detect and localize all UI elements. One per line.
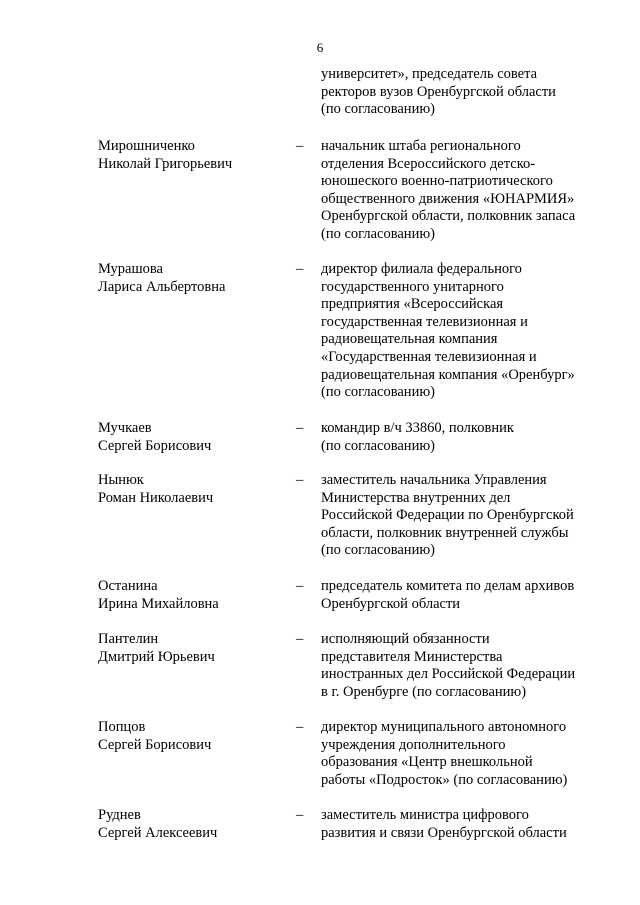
dash-separator: – bbox=[296, 578, 304, 594]
description-line: образования «Центр внешкольной bbox=[321, 754, 533, 771]
member-position bbox=[321, 578, 596, 613]
member-position bbox=[321, 138, 596, 244]
member-name bbox=[98, 719, 288, 754]
description-line: представителя Министерства bbox=[321, 648, 503, 665]
description-line: работы «Подросток» (по согласованию) bbox=[321, 771, 568, 788]
member-given-name: Ирина Михайловна bbox=[98, 595, 219, 612]
member-name bbox=[98, 472, 288, 507]
description-line: области, полковник внутренней службы bbox=[321, 524, 569, 541]
description-line: исполняющий обязанности bbox=[321, 631, 490, 647]
member-name bbox=[98, 138, 288, 173]
dash-separator: – bbox=[296, 472, 304, 488]
description-line: директор муниципального автономного bbox=[321, 719, 567, 735]
description-line: (по согласованию) bbox=[321, 225, 435, 242]
page-number: 6 bbox=[316, 40, 324, 55]
description-line: университет», председатель совета bbox=[321, 66, 538, 82]
member-surname: Мучкаев bbox=[98, 420, 152, 436]
description-line: заместитель министра цифрового bbox=[321, 807, 529, 823]
member-position bbox=[321, 261, 596, 402]
member-name bbox=[98, 631, 288, 666]
member-given-name: Сергей Борисович bbox=[98, 437, 212, 454]
member-surname: Мурашова bbox=[98, 261, 163, 277]
member-given-name: Роман Николаевич bbox=[98, 489, 214, 506]
description-line: юношеского военно-патриотического bbox=[321, 173, 553, 190]
description-line: Оренбургской области, полковник запаса bbox=[321, 208, 576, 225]
dash-separator: – bbox=[296, 719, 304, 735]
member-surname: Останина bbox=[98, 578, 158, 594]
description-line: государственного унитарного bbox=[321, 278, 504, 295]
description-line: ректоров вузов Оренбургской области bbox=[321, 83, 556, 100]
member-position bbox=[321, 420, 596, 455]
description-line: радиовещательная компания «Оренбург» bbox=[321, 366, 575, 383]
description-line: Оренбургской области bbox=[321, 595, 461, 612]
description-line: учреждения дополнительного bbox=[321, 736, 506, 753]
dash-separator: – bbox=[296, 420, 304, 436]
member-name bbox=[98, 578, 288, 613]
dash-separator: – bbox=[296, 631, 304, 647]
member-given-name: Дмитрий Юрьевич bbox=[98, 648, 215, 665]
description-line: начальник штаба регионального bbox=[321, 138, 521, 154]
dash-separator: – bbox=[296, 138, 304, 154]
description-line: Министерства внутренних дел bbox=[321, 489, 511, 506]
member-name bbox=[98, 807, 288, 842]
member-name bbox=[98, 261, 288, 296]
member-position bbox=[321, 719, 596, 789]
member-name bbox=[98, 420, 288, 455]
member-given-name: Сергей Алексеевич bbox=[98, 824, 218, 841]
description-line: общественного движения «ЮНАРМИЯ» bbox=[321, 190, 575, 207]
member-surname: Руднев bbox=[98, 807, 141, 823]
member-given-name: Лариса Альбертовна bbox=[98, 278, 226, 295]
description-line: заместитель начальника Управления bbox=[321, 472, 547, 488]
description-line: государственная телевизионная и bbox=[321, 313, 528, 330]
description-line: Российской Федерации по Оренбургской bbox=[321, 507, 574, 524]
description-line: (по согласованию) bbox=[321, 542, 435, 559]
member-surname: Попцов bbox=[98, 719, 146, 735]
member-surname: Пантелин bbox=[98, 631, 159, 647]
description-line: развития и связи Оренбургской области bbox=[321, 824, 567, 841]
member-given-name: Сергей Борисович bbox=[98, 736, 212, 753]
description-line: председатель комитета по делам архивов bbox=[321, 578, 575, 594]
member-position bbox=[321, 472, 596, 560]
description-line: в г. Оренбурге (по согласованию) bbox=[321, 683, 527, 700]
description-line: директор филиала федерального bbox=[321, 261, 522, 277]
member-position bbox=[321, 807, 596, 842]
description-line: командир в/ч 33860, полковник bbox=[321, 420, 514, 436]
description-line: радиовещательная компания bbox=[321, 331, 498, 348]
member-surname: Мирошниченко bbox=[98, 138, 195, 154]
description-line: предприятия «Всероссийская bbox=[321, 296, 504, 313]
dash-separator: – bbox=[296, 807, 304, 823]
member-given-name: Николай Григорьевич bbox=[98, 155, 233, 172]
dash-separator: – bbox=[296, 261, 304, 277]
description-line: (по согласованию) bbox=[321, 437, 435, 454]
description-line: отделения Всероссийского детско- bbox=[321, 155, 536, 172]
description-line: иностранных дел Российской Федерации bbox=[321, 666, 576, 683]
description-line: (по согласованию) bbox=[321, 384, 435, 401]
member-position bbox=[321, 631, 596, 701]
continuation-description bbox=[321, 66, 596, 119]
member-surname: Нынюк bbox=[98, 472, 144, 488]
description-line: «Государственная телевизионная и bbox=[321, 348, 537, 365]
description-line: (по согласованию) bbox=[321, 101, 435, 118]
